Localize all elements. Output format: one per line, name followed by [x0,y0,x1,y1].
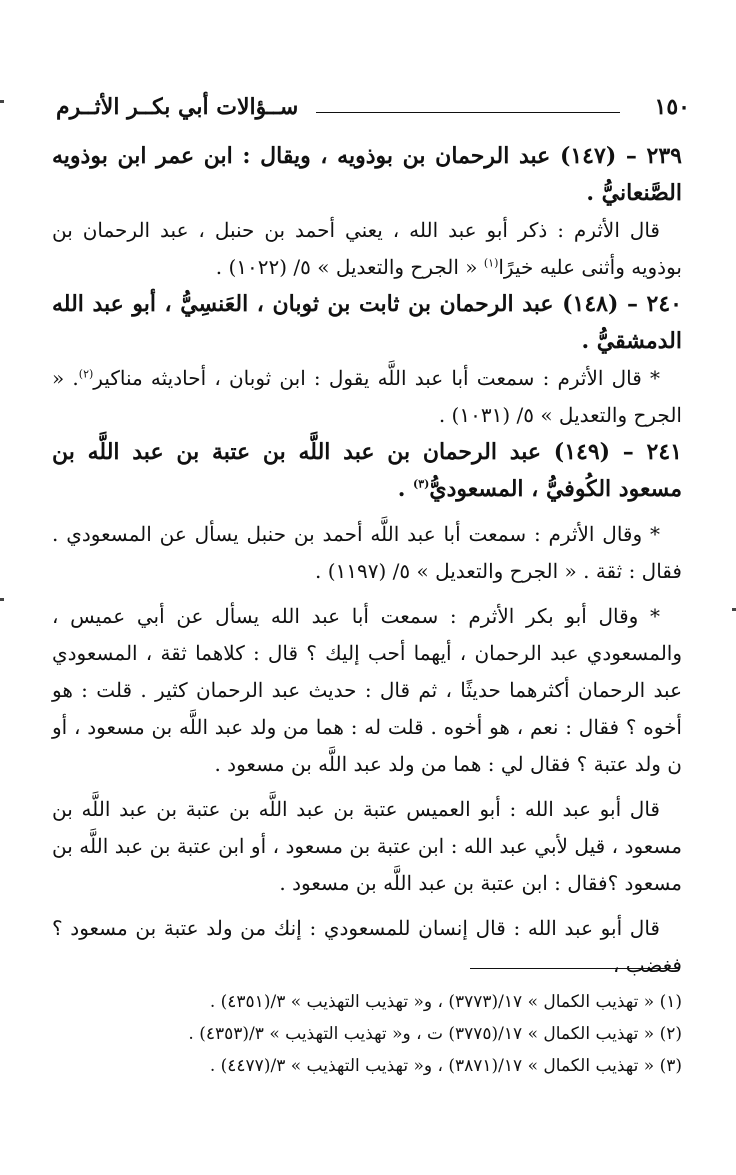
footnote-ref-2[interactable]: (٢) [78,367,94,381]
entry-241-paragraph-1: * وقال الأثرم : سمعت أبا عبد اللَّه أحمد بن حنبل يسأل عن المسعودي . فقال : ثقة . « الجرح والتعديل » ٥/ (١١٩٧) . [52,522,682,583]
entry-241-title-b: . [397,476,414,502]
footnote-2: (٢) « تهذيب الكمال » ١٧/(٣٧٧٥) ت ، و« تهذيب التهذيب » ٣/(٤٣٥٣) . [188,1024,682,1044]
entry-239-text-b: « الجرح والتعديل » ٥/ (١٠٢٢) . [215,255,484,279]
page-number: ١٥٠ [654,94,690,120]
running-title: ســؤالات أبي بكــر الأثــرم [56,94,299,120]
entry-241-paragraph-3: قال أبو عبد الله : أبو العميس عتبة بن عبد اللَّه بن عتبة بن عبد اللَّه بن مسعود ، قيل لأبي عبد الله : ابن عتبة بن مسعود ، أو ابن عتبة بن عبد اللَّه بن مسعود ؟فقال : ابن عتبة بن عبد اللَّه بن مسعود . [52,797,682,895]
entry-241-paragraph-2: * وقال أبو بكر الأثرم : سمعت أبا عبد الله يسأل عن أبي عميس ، والمسعودي عبد الرحمان ، أيهما أحب إليك ؟ قال : كلاهما ثقة ، المسعودي عبد الرحمان أكثرهما حديثًا ، ثم قال : حديث عبد الرحمان كثير . قلت : هو أخوه ؟ فقال : نعم ، هو أخوه . قلت له : هما من ولد عبد اللَّه بن مسعود ، أو ن ولد عتبة ؟ فقال لي : هما من ولد عبد اللَّه بن مسعود . [52,604,682,776]
entry-240-text [52,360,682,434]
footnotes [52,986,682,1082]
entry-239-text-a: قال الأثرم : ذكر أبو عبد الله ، يعني أحمد بن حنبل ، عبد الرحمان بن بوذويه وأثنى عليه خيرًا [52,218,682,279]
page-header [56,92,690,132]
entry-240-title: ٢٤٠ – (١٤٨) عبد الرحمان بن ثابت بن ثوبان ، العَنسِيُّ ، أبو عبد الله الدمشقيُّ . [52,291,682,354]
footnote-rule [470,968,680,969]
header-rule [316,112,620,113]
entry-239-title: ٢٣٩ – (١٤٧) عبد الرحمان بن بوذويه ، ويقال : ابن عمر ابن بوذويه الصَّنعانيُّ . [52,143,682,206]
footnote-3: (٣) « تهذيب الكمال » ١٧/(٣٨٧١) ، و« تهذيب التهذيب » ٣/(٤٤٧٧) . [209,1056,682,1076]
entry-239-text [52,212,682,286]
footnote-1: (١) « تهذيب الكمال » ١٧/(٣٧٧٣) ، و« تهذيب التهذيب » ٣/(٤٣٥١) . [209,992,682,1012]
page-body [52,138,682,984]
entry-241-title [52,434,682,508]
entry-241-paragraph-4: قال أبو عبد الله : قال إنسان للمسعودي : إنك من ولد عتبة بن مسعود ؟ فغضب ، [52,916,682,977]
scan-mark [0,100,4,103]
scan-mark [0,598,4,601]
entry-240-text-b: . « الجرح والتعديل » ٥/ (١٠٣١) . [52,366,682,427]
scan-mark [732,608,736,611]
footnote-ref-3[interactable]: (٣) [413,477,430,491]
footnote-ref-1[interactable]: (١) [483,256,499,270]
entry-240-text-a: * قال الأثرم : سمعت أبا عبد اللَّه يقول : ابن ثوبان ، أحاديثه مناكير [93,366,661,390]
entry-241-title-a: ٢٤١ – (١٤٩) عبد الرحمان بن عبد اللَّه بن عتبة بن عبد اللَّه بن مسعود الكُوفيُّ ، المسعوديُّ [52,439,682,502]
